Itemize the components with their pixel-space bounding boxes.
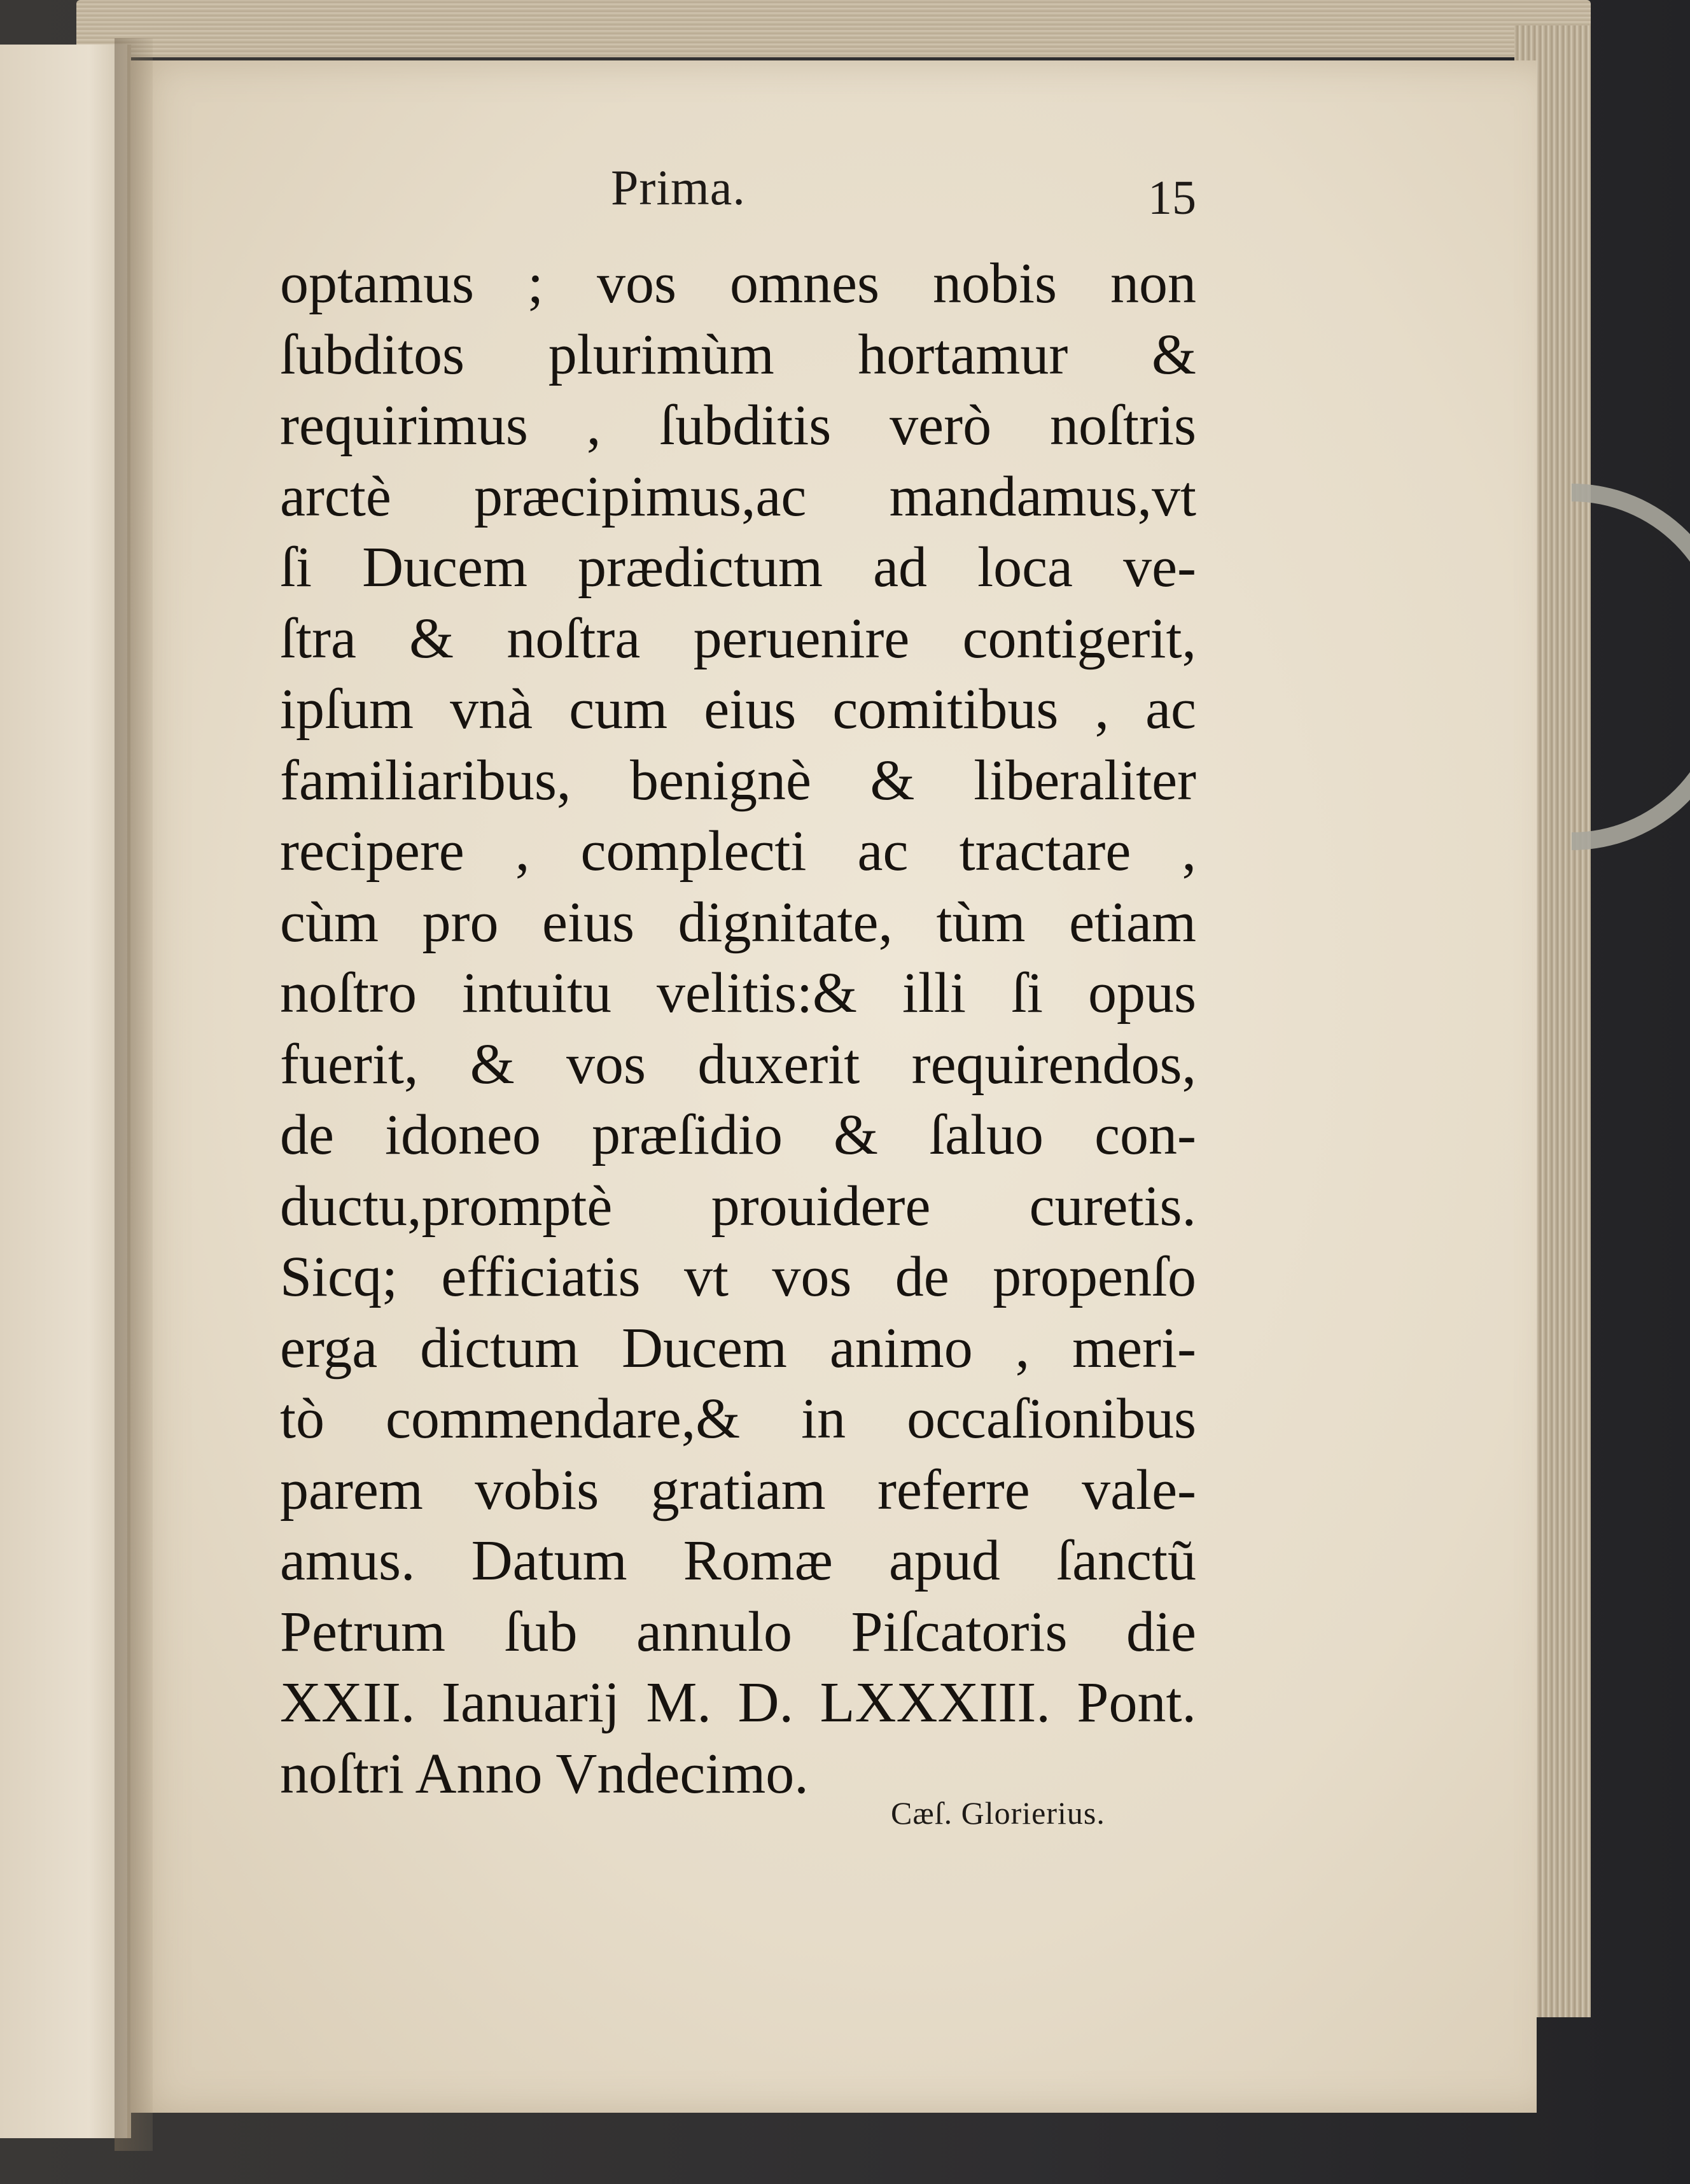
page-number: 15 [1148, 171, 1196, 225]
page-header [611, 159, 1196, 235]
text-line: optamus ; vos omnes nobis non [280, 252, 1196, 315]
running-title: Prima. [611, 160, 746, 215]
text-line: ſtra & noſtra peruenire contigerit, [280, 606, 1196, 670]
text-line: ſubditos plurimùm hortamur & [280, 323, 1196, 386]
text-line: Petrum ſub annulo Piſcatoris die [280, 1600, 1196, 1663]
text-line: recipere , complecti ac tractare , [280, 820, 1196, 883]
book-top-edge [76, 0, 1591, 57]
text-line: Sicq; efficiatis vt vos de propenſo [280, 1245, 1196, 1308]
text-line: XXII. Ianuarij M. D. LXXXIII. Pont. [280, 1671, 1196, 1734]
text-line: noſtro intuitu velitis:& illi ſi opus [280, 962, 1196, 1025]
text-line: tò commendare,& in occaſionibus [280, 1387, 1196, 1450]
text-line: de idoneo præſidio & ſaluo con- [280, 1103, 1196, 1166]
text-line: fuerit, & vos duxerit requirendos, [280, 1032, 1196, 1096]
text-line: parem vobis gratiam referre vale- [280, 1458, 1196, 1522]
text-line: ſi Ducem prædictum ad loca ve- [280, 536, 1196, 599]
text-line: noſtri Anno Vndecimo. [280, 1742, 809, 1805]
page-gutter [115, 38, 153, 2151]
body-text [280, 248, 1196, 1809]
text-line: requirimus , ſubditis verò noſtris [280, 394, 1196, 457]
facing-page [0, 45, 131, 2138]
text-line: arctè præcipimus,ac mandamus,vt [280, 465, 1196, 528]
text-line: ipſum vnà cum eius comitibus , ac [280, 678, 1196, 741]
text-line: familiaribus, benignè & liberaliter [280, 748, 1196, 812]
signature: Cæſ. Glorierius. [891, 1795, 1105, 1831]
bookmark-string [1572, 484, 1690, 850]
text-line: ductu,promptè prouidere curetis. [280, 1174, 1196, 1238]
text-line: erga dictum Ducem animo , meri- [280, 1316, 1196, 1380]
text-line: cùm pro eius dignitate, tùm etiam [280, 890, 1196, 954]
text-line: amus. Datum Romæ apud ſanctũ [280, 1529, 1196, 1592]
